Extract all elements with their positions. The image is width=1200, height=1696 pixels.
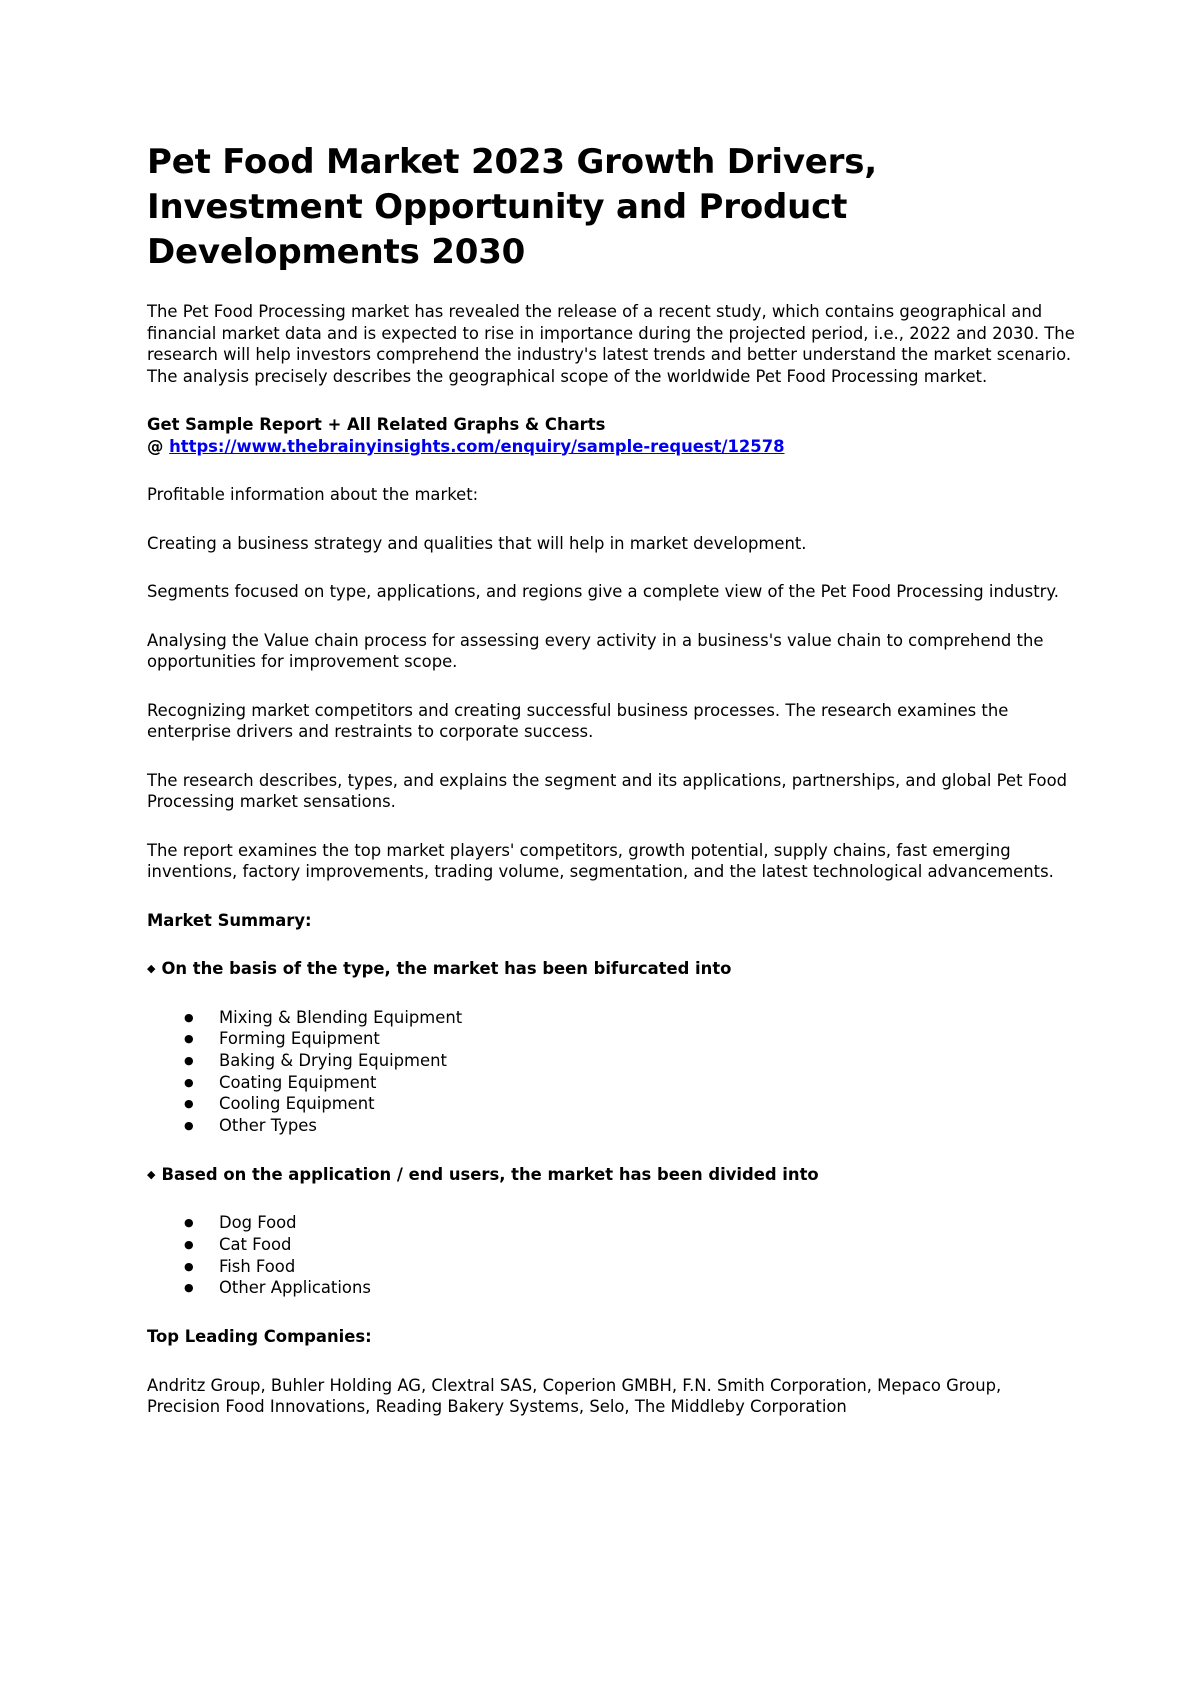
application-section-heading [147,1164,1077,1188]
paragraph-research: The research describes, types, and explains the segment and its applications, partnerships, and global Pet Food Processing market sensations. [147,770,1068,811]
application-list [147,1212,1077,1299]
list-item: ● Forming Equipment [147,1028,1077,1050]
list-item: ● Cat Food [147,1234,1077,1256]
type-section-heading [147,958,1077,982]
paragraph-segments: Segments focused on type, applications, and regions give a complete view of the Pet Food Processing industry. [147,582,1059,601]
paragraph-strategy: Creating a business strategy and qualities that will help in market development. [147,533,807,553]
type-heading-text: On the basis of the type, the market has been bifurcated into [161,959,732,978]
list-item: ● Other Applications [147,1277,1077,1299]
paragraph-report: The report examines the top market players' competitors, growth potential, supply chains, fast emerging inventions, factory improvements, trading volume, segmentation, and the latest technological advancements. [147,840,1054,881]
diamond-bullet-icon: ◆ [147,1167,156,1181]
sample-report-at: @ [147,436,170,456]
companies-list: Andritz Group, Buhler Holding AG, Clextral SAS, Coperion GMBH, F.N. Smith Corporation, Mepaco Group, Precision Food Innovations, Reading Bakery Systems, Selo, The Middleby Corporation [147,1375,1002,1417]
intro-paragraph: The Pet Food Processing market has revealed the release of a recent study, which contains geographical and financial market data and is expected to rise in importance during the projected period, i.e., 2022 and 2030. The research will help investors comprehend the industry's latest trends and better understand the market scenario. The analysis precisely describes the geographical scope of the worldwide Pet Food Processing market. [147,302,1075,386]
type-list [147,1007,1077,1137]
market-summary-heading: Market Summary: [147,910,312,930]
sample-report-label: Get Sample Report + All Related Graphs & Charts [147,415,606,434]
list-item: ● Fish Food [147,1256,1077,1278]
sample-report-block [147,414,1077,457]
diamond-bullet-icon: ◆ [147,962,156,975]
list-item: ● Coating Equipment [147,1072,1077,1094]
application-heading-text: Based on the application / end users, the market has been divided into [161,1164,819,1184]
list-item: ● Mixing & Blending Equipment [147,1007,1077,1029]
companies-heading: Top Leading Companies: [147,1327,372,1347]
document-page [147,140,1077,1418]
list-item: ● Baking & Drying Equipment [147,1050,1077,1072]
page-title: Pet Food Market 2023 Growth Drivers, Investment Opportunity and Product Developments 2030 [147,142,877,272]
list-item: ● Cooling Equipment [147,1093,1077,1115]
list-item: ● Dog Food [147,1212,1077,1234]
paragraph-value-chain: Analysing the Value chain process for assessing every activity in a business's value chain to comprehend the opportunities for improvement scope. [147,630,1044,671]
profitable-heading: Profitable information about the market: [147,485,479,504]
list-item: ● Other Types [147,1115,1077,1137]
paragraph-competitors: Recognizing market competitors and creating successful business processes. The research examines the enterprise drivers and restraints to corporate success. [147,700,1009,741]
sample-request-link[interactable]: https://www.thebrainyinsights.com/enquiry/sample-request/12578 [169,436,785,456]
